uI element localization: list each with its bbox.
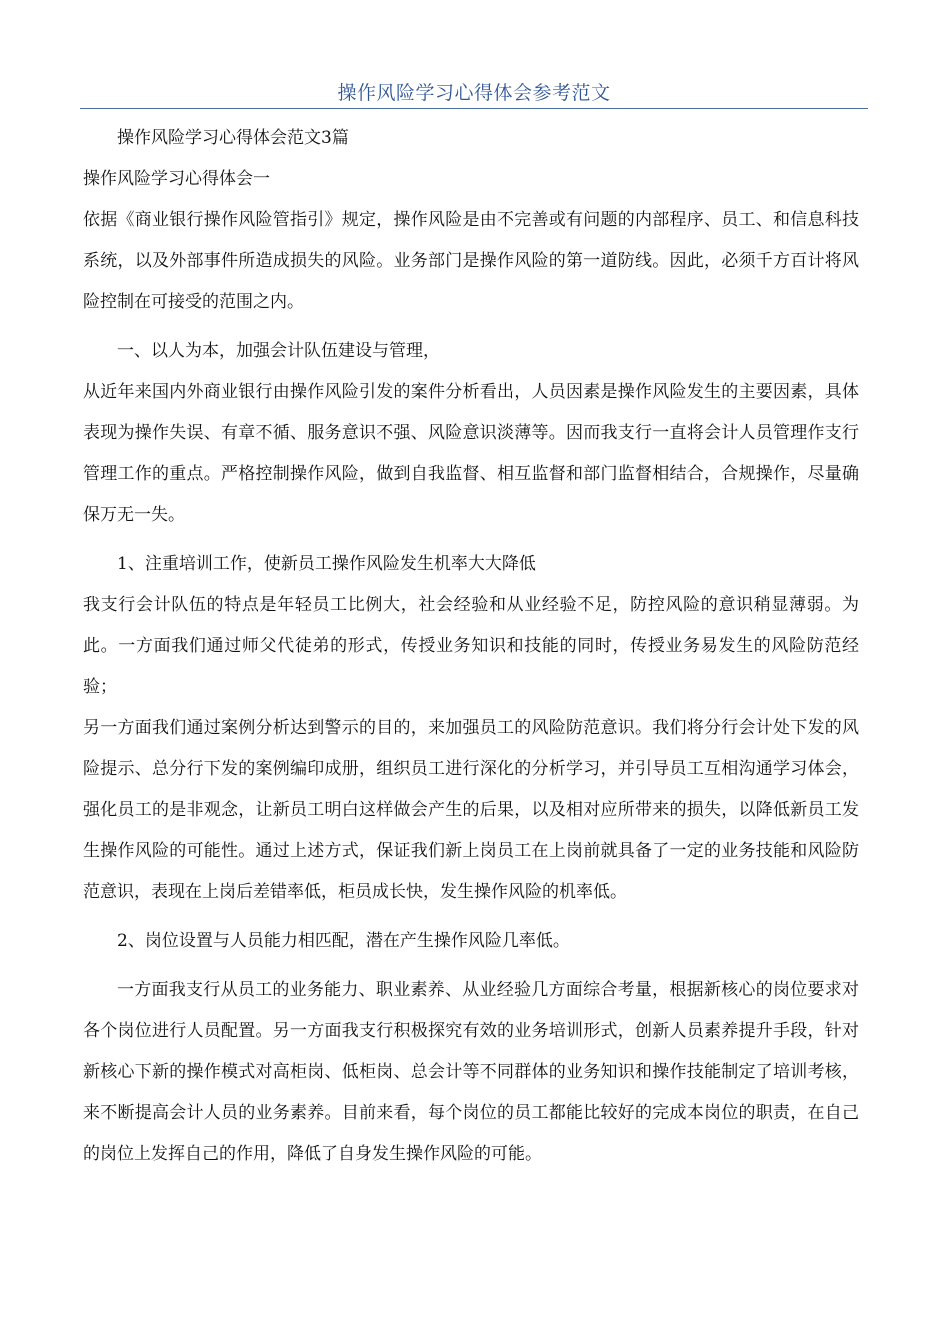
section-heading: 一、以人为本，加强会计队伍建设与管理， — [117, 341, 440, 361]
paragraph: 依据《商业银行操作风险管指引》规定，操作风险是由不完善或有问题的内部程序、员工、和信息科技系统，以及外部事件所造成损失的风险。业务部门是操作风险的第一道防线。因此，必须千方百计将风险控制在可接受的范围之内。 — [83, 210, 859, 312]
document-body — [83, 118, 859, 1175]
subsection-heading: 2、岗位设置与人员能力相匹配，潜在产生操作风险几率低。 — [117, 931, 570, 951]
section-heading: 操作风险学习心得体会一 — [83, 169, 270, 189]
paragraph: 一方面我支行从员工的业务能力、职业素养、从业经验几方面综合考量，根据新核心的岗位要求对各个岗位进行人员配置。另一方面我支行积极探究有效的业务培训形式，创新人员素养提升手段，针对新核心下新的操作模式对高柜岗、低柜岗、总会计等不同群体的业务知识和操作技能制定了培训考核，来不断提高会计人员的业务素养。目前来看，每个岗位的员工都能比较好的完成本岗位的职责，在自己的岗位上发挥自己的作用，降低了自身发生操作风险的可能。 — [83, 980, 859, 1164]
paragraph: 另一方面我们通过案例分析达到警示的目的，来加强员工的风险防范意识。我们将分行会计处下发的风险提示、总分行下发的案例编印成册，组织员工进行深化的分析学习，并引导员工互相沟通学习体会，强化员工的是非观念，让新员工明白这样做会产生的后果，以及相对应所带来的损失，以降低新员工发生操作风险的可能性。通过上述方式，保证我们新上岗员工在上岗前就具备了一定的业务技能和风险防范意识，表现在上岗后差错率低，柜员成长快，发生操作风险的机率低。 — [83, 718, 859, 902]
paragraph: 我支行会计队伍的特点是年轻员工比例大，社会经验和从业经验不足，防控风险的意识稍显薄弱。为此。一方面我们通过师父代徒弟的形式，传授业务知识和技能的同时，传授业务易发生的风险防范经验； — [83, 595, 859, 697]
page-title: 操作风险学习心得体会参考范文 — [337, 82, 611, 104]
page-header — [80, 78, 868, 109]
subsection-heading: 1、注重培训工作，使新员工操作风险发生机率大大降低 — [117, 554, 536, 574]
paragraph: 从近年来国内外商业银行由操作风险引发的案件分析看出，人员因素是操作风险发生的主要因素，具体表现为操作失误、有章不循、服务意识不强、风险意识淡薄等。因而我支行一直将会计人员管理作支行管理工作的重点。严格控制操作风险，做到自我监督、相互监督和部门监督相结合，合规操作，尽量确保万无一失。 — [83, 382, 859, 525]
document-subtitle: 操作风险学习心得体会范文3篇 — [117, 128, 349, 148]
